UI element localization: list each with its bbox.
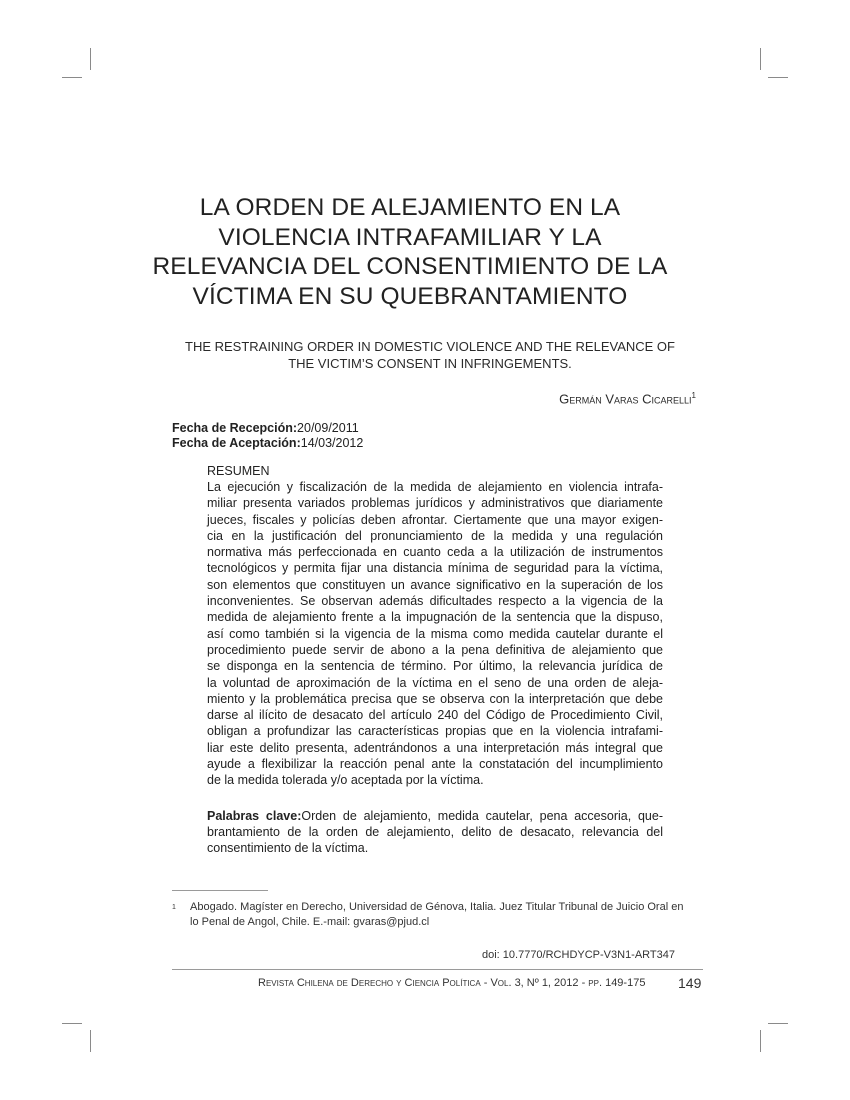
abstract [207, 463, 663, 857]
footnote-text [190, 900, 702, 930]
crop-mark [760, 1030, 761, 1052]
abstract-line: jueces, fiscales y policías deben afrontar. Ciertamente que una mayor exigen- [207, 512, 663, 527]
abstract-line: medida de alejamiento frente a la impugnación de la sentencia que la dispuso, [207, 610, 663, 625]
footnote-mark: 1 [691, 391, 696, 400]
abstract-body [207, 479, 663, 789]
crop-mark [760, 48, 761, 70]
title-line: VÍCTIMA EN SU QUEBRANTAMIENTO [192, 282, 628, 310]
english-title-line: THE RESTRAINING ORDER IN DOMESTIC VIOLENCE AND THE RELEVANCE OF [185, 339, 675, 354]
acceptance-date [172, 436, 363, 450]
abstract-line: así como también si la vigencia de la misma como medida cautelar durante el [207, 626, 663, 641]
english-title [170, 338, 690, 372]
abstract-line: son elementos que constituyen un avance significativo en la superación de los [207, 577, 663, 592]
footnote-rule [172, 890, 268, 891]
footnote-line: lo Penal de Angol, Chile. E.-mail: gvaras@pjud.cl [190, 916, 430, 928]
reception-label: Fecha de Recepción: [172, 421, 298, 435]
crop-mark [90, 48, 91, 70]
abstract-line: liar este delito presenta, adentrándonos a una interpretación más integral que [207, 740, 663, 755]
abstract-line: se disponga en la sentencia de término. Por último, la relevancia jurídica de [207, 659, 663, 674]
keywords-text: Orden de alejamiento, medida cautelar, pena accesoria, que- [301, 808, 663, 823]
keywords-line: brantamiento de la orden de alejamiento, delito de desacato, relevancia del [207, 824, 663, 839]
reception-value: 20/09/2011 [297, 421, 359, 435]
acceptance-value: 14/03/2012 [300, 436, 364, 450]
crop-mark [62, 1023, 82, 1024]
running-footer: Revista Chilena de Derecho y Ciencia Política - Vol. 3, Nº 1, 2012 - pp. 149-175 [258, 977, 646, 989]
abstract-heading: RESUMEN [207, 464, 270, 478]
keywords-line: consentimiento de la víctima. [207, 841, 369, 856]
crop-mark [768, 77, 788, 78]
footnote-line: Abogado. Magíster en Derecho, Universidad de Génova, Italia. Juez Titular Tribunal de Juicio Oral en [190, 901, 684, 913]
abstract-line: ayude a flexibilizar la reacción penal ante la constatación del incumplimiento [207, 757, 663, 772]
title-line: VIOLENCIA INTRAFAMILIAR Y LA [218, 223, 602, 251]
abstract-line: la voluntad de aproximación de la víctima en el seno de una orden de aleja- [207, 675, 663, 690]
doi: doi: 10.7770/RCHDYCP-V3N1-ART347 [482, 949, 675, 961]
abstract-line: darse al ilícito de desacato del artículo 240 del Código de Procedimiento Civil, [207, 708, 663, 723]
title-line: RELEVANCIA DEL CONSENTIMIENTO DE LA [152, 253, 668, 280]
abstract-line: normativa más perfeccionada en cuanto ceda a la utilización de instrumentos [207, 545, 663, 560]
crop-mark [768, 1023, 788, 1024]
abstract-line: inconvenientes. Se observan además dificultades respecto a la vigencia de la [207, 594, 663, 609]
acceptance-label: Fecha de Aceptación: [172, 436, 301, 450]
abstract-line: de la medida tolerada y/o aceptada por la víctima. [207, 773, 484, 788]
abstract-line: tecnológicos y permita fijar una distancia mínima de seguridad para la víctima, [207, 561, 663, 576]
abstract-line: obligan a profundizar las características propias que en la violencia intrafami- [207, 724, 663, 739]
footnote [172, 900, 702, 930]
article-title [150, 193, 670, 311]
abstract-line: miliar presenta variados problemas jurídicos y administrativos que diariamente [207, 496, 663, 511]
footnote-number: 1 [172, 904, 176, 911]
keywords-label: Palabras clave: [207, 808, 302, 823]
crop-mark [90, 1030, 91, 1052]
reception-date [172, 421, 359, 435]
author-name [559, 391, 696, 406]
keywords-first-line [207, 808, 663, 824]
footer-rule [172, 969, 703, 970]
abstract-line: procedimiento puede servir de abono a la pena definitiva de alejamiento que [207, 642, 663, 657]
page-number: 149 [678, 975, 702, 991]
english-title-line: THE VICTIM’S CONSENT IN INFRINGEMENTS. [288, 356, 572, 371]
crop-mark [62, 77, 82, 78]
abstract-line: La ejecución y fiscalización de la medida de alejamiento en violencia intrafa- [207, 480, 663, 494]
abstract-line: miento y la problemática precisa que se observa con la interpretación que debe [207, 691, 663, 706]
title-line: LA ORDEN DE ALEJAMIENTO EN LA [199, 194, 621, 221]
abstract-line: cia en la justificación del pronunciamiento de la medida y una regulación [207, 528, 663, 543]
keywords [207, 808, 663, 857]
author-name-text: Germán Varas Cicarelli [559, 391, 692, 407]
